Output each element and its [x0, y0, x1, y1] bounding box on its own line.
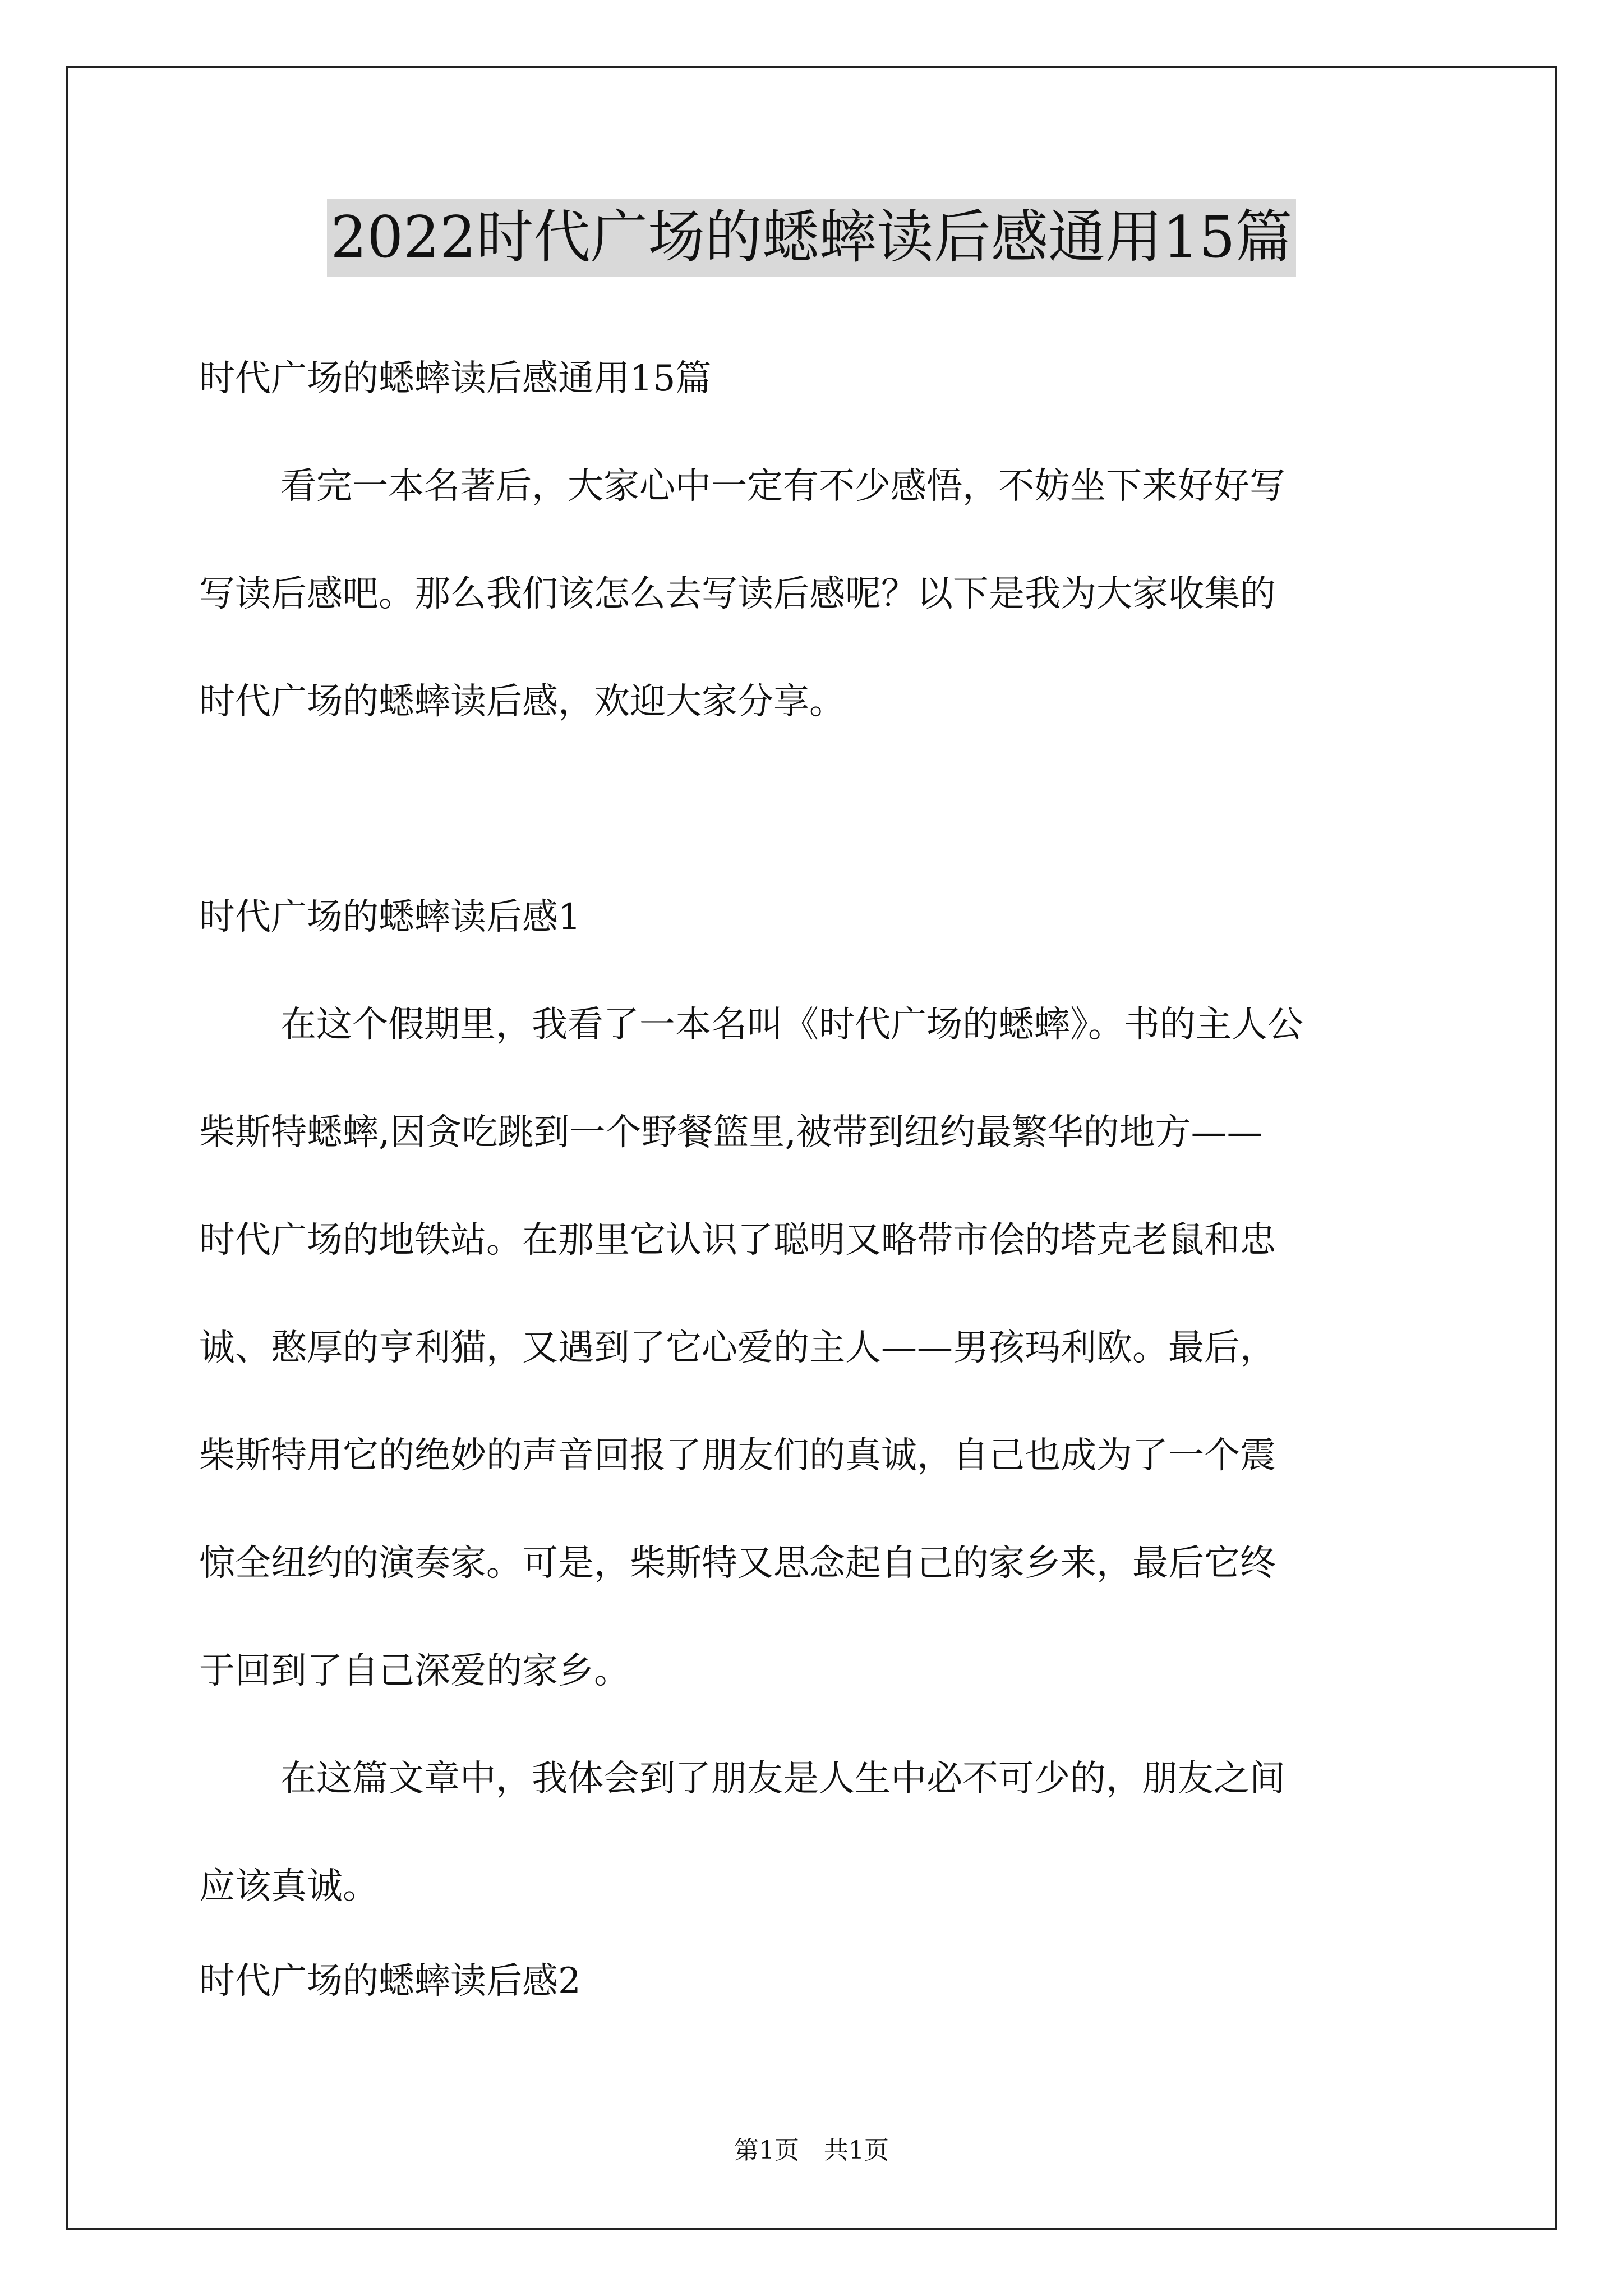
section-1-para-2-line-1: 在这篇文章中，我体会到了朋友是人生中必不可少的，朋友之间	[280, 1758, 1285, 1800]
intro-line-1: 看完一本名著后，大家心中一定有不少感悟，不妨坐下来好好写	[280, 466, 1285, 507]
section-1-heading: 时代广场的蟋蟀读后感1	[199, 896, 581, 938]
section-1-para-1-line-3: 时代广场的地铁站。在那里它认识了聪明又略带市侩的塔克老鼠和忠	[199, 1220, 1276, 1261]
page-footer: 第1页 共1页	[734, 2136, 889, 2165]
intro-line-2: 写读后感吧。那么我们该怎么去写读后感呢？以下是我为大家收集的	[199, 573, 1276, 615]
section-1-para-1-line-4: 诚、憨厚的亨利猫，又遇到了它心爱的主人——男孩玛利欧。最后，	[199, 1327, 1276, 1369]
section-1-para-1-line-5: 柴斯特用它的绝妙的声音回报了朋友们的真诚，自己也成为了一个震	[199, 1435, 1276, 1476]
intro-line-3: 时代广场的蟋蟀读后感，欢迎大家分享。	[199, 681, 845, 723]
section-1-para-1-line-1: 在这个假期里，我看了一本名叫《时代广场的蟋蟀》。书的主人公	[280, 1004, 1303, 1046]
section-1-para-1-line-7: 于回到了自己深爱的家乡。	[199, 1650, 630, 1692]
document-subtitle: 时代广场的蟋蟀读后感通用15篇	[199, 358, 712, 399]
title-container	[0, 199, 1623, 277]
section-1-para-2-line-2: 应该真诚。	[199, 1866, 379, 1907]
section-2-heading: 时代广场的蟋蟀读后感2	[199, 1961, 581, 2002]
section-1-para-1-line-2: 柴斯特蟋蟀,因贪吃跳到一个野餐篮里,被带到纽约最繁华的地方——	[199, 1112, 1263, 1153]
document-title: 2022时代广场的蟋蟀读后感通用15篇	[327, 199, 1295, 277]
section-1-para-1-line-6: 惊全纽约的演奏家。可是，柴斯特又思念起自己的家乡来，最后它终	[199, 1543, 1276, 1584]
